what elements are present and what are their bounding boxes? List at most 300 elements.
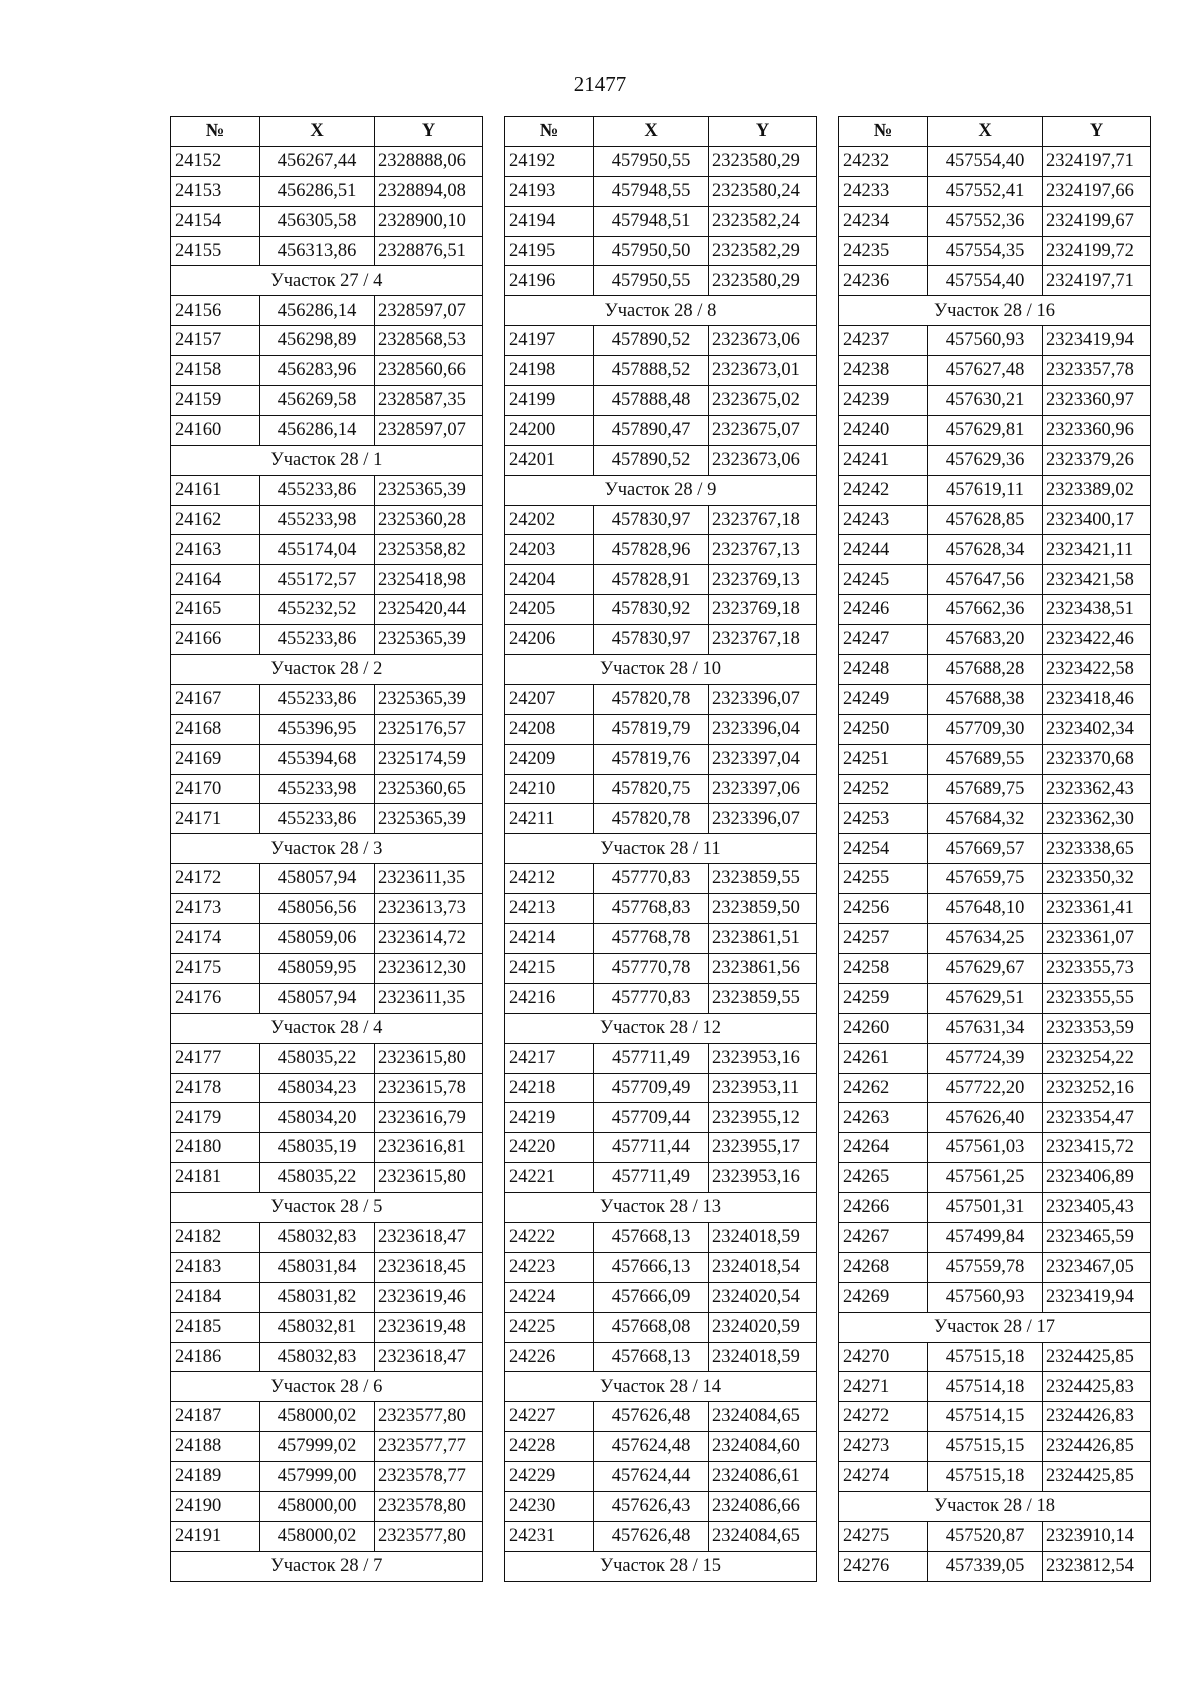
y-coordinate-cell: 2323577,77 [375, 1432, 483, 1462]
table-row [839, 1402, 1151, 1432]
x-coordinate-cell: 457722,20 [928, 1073, 1043, 1103]
x-coordinate-cell: 457554,35 [928, 236, 1043, 266]
section-title: Участок 28 / 10 [505, 655, 817, 685]
x-coordinate-cell: 457830,97 [594, 505, 709, 535]
y-coordinate-cell: 2323859,50 [709, 894, 817, 924]
y-coordinate-cell: 2323613,73 [375, 894, 483, 924]
x-coordinate-cell: 457711,49 [594, 1043, 709, 1073]
header-y: Y [709, 117, 817, 147]
point-number-cell: 24178 [171, 1073, 260, 1103]
point-number-cell: 24271 [839, 1372, 928, 1402]
x-coordinate-cell: 457890,52 [594, 326, 709, 356]
y-coordinate-cell: 2324020,54 [709, 1282, 817, 1312]
section-row [839, 1312, 1151, 1342]
y-coordinate-cell: 2323361,41 [1043, 894, 1151, 924]
point-number-cell: 24201 [505, 445, 594, 475]
y-coordinate-cell: 2323769,13 [709, 565, 817, 595]
y-coordinate-cell: 2323465,59 [1043, 1222, 1151, 1252]
x-coordinate-cell: 457554,40 [928, 146, 1043, 176]
table-row [505, 386, 817, 416]
table-row [839, 1013, 1151, 1043]
point-number-cell: 24194 [505, 206, 594, 236]
table-row [171, 1252, 483, 1282]
x-coordinate-cell: 458031,82 [260, 1282, 375, 1312]
x-coordinate-cell: 458059,06 [260, 924, 375, 954]
x-coordinate-cell: 457999,02 [260, 1432, 375, 1462]
table-row [171, 1462, 483, 1492]
table-row [839, 804, 1151, 834]
y-coordinate-cell: 2323673,01 [709, 356, 817, 386]
section-row [505, 475, 817, 505]
section-title: Участок 28 / 15 [505, 1551, 817, 1581]
point-number-cell: 24257 [839, 924, 928, 954]
table-row [839, 505, 1151, 535]
point-number-cell: 24203 [505, 535, 594, 565]
y-coordinate-cell: 2323910,14 [1043, 1521, 1151, 1551]
y-coordinate-cell: 2323618,47 [375, 1222, 483, 1252]
y-coordinate-cell: 2323396,07 [709, 684, 817, 714]
point-number-cell: 24192 [505, 146, 594, 176]
y-coordinate-cell: 2323861,51 [709, 924, 817, 954]
header-number: № [171, 117, 260, 147]
x-coordinate-cell: 457514,18 [928, 1372, 1043, 1402]
point-number-cell: 24223 [505, 1252, 594, 1282]
x-coordinate-cell: 455233,86 [260, 684, 375, 714]
table-row [839, 1222, 1151, 1252]
x-coordinate-cell: 457709,44 [594, 1103, 709, 1133]
y-coordinate-cell: 2323580,29 [709, 146, 817, 176]
x-coordinate-cell: 457999,00 [260, 1462, 375, 1492]
section-row [505, 1372, 817, 1402]
table-row [171, 953, 483, 983]
point-number-cell: 24267 [839, 1222, 928, 1252]
x-coordinate-cell: 458059,95 [260, 953, 375, 983]
y-coordinate-cell: 2324018,59 [709, 1222, 817, 1252]
y-coordinate-cell: 2323578,80 [375, 1491, 483, 1521]
table-row [839, 714, 1151, 744]
section-row [839, 296, 1151, 326]
point-number-cell: 24168 [171, 714, 260, 744]
x-coordinate-cell: 457668,13 [594, 1342, 709, 1372]
section-title: Участок 28 / 3 [171, 834, 483, 864]
y-coordinate-cell: 2324425,85 [1043, 1462, 1151, 1492]
table-row [171, 684, 483, 714]
y-coordinate-cell: 2323419,94 [1043, 1282, 1151, 1312]
x-coordinate-cell: 458032,83 [260, 1342, 375, 1372]
y-coordinate-cell: 2325420,44 [375, 595, 483, 625]
x-coordinate-cell: 457629,81 [928, 415, 1043, 445]
y-coordinate-cell: 2323675,07 [709, 415, 817, 445]
point-number-cell: 24221 [505, 1163, 594, 1193]
table-row [839, 595, 1151, 625]
point-number-cell: 24241 [839, 445, 928, 475]
y-coordinate-cell: 2325174,59 [375, 744, 483, 774]
x-coordinate-cell: 457624,44 [594, 1462, 709, 1492]
point-number-cell: 24255 [839, 864, 928, 894]
point-number-cell: 24247 [839, 625, 928, 655]
table-row [171, 744, 483, 774]
x-coordinate-cell: 457662,36 [928, 595, 1043, 625]
section-title: Участок 28 / 12 [505, 1013, 817, 1043]
point-number-cell: 24220 [505, 1133, 594, 1163]
y-coordinate-cell: 2323355,73 [1043, 953, 1151, 983]
x-coordinate-cell: 457659,75 [928, 864, 1043, 894]
point-number-cell: 24202 [505, 505, 594, 535]
x-coordinate-cell: 457948,55 [594, 176, 709, 206]
table-row [171, 296, 483, 326]
section-row [505, 834, 817, 864]
y-coordinate-cell: 2323675,02 [709, 386, 817, 416]
x-coordinate-cell: 457820,78 [594, 684, 709, 714]
x-coordinate-cell: 457629,36 [928, 445, 1043, 475]
table-row [505, 714, 817, 744]
table-row [839, 983, 1151, 1013]
table-row [505, 1402, 817, 1432]
point-number-cell: 24239 [839, 386, 928, 416]
point-number-cell: 24161 [171, 475, 260, 505]
y-coordinate-cell: 2323612,30 [375, 953, 483, 983]
table-row [839, 953, 1151, 983]
y-coordinate-cell: 2323953,16 [709, 1163, 817, 1193]
point-number-cell: 24222 [505, 1222, 594, 1252]
table-row [505, 176, 817, 206]
x-coordinate-cell: 457626,48 [594, 1402, 709, 1432]
point-number-cell: 24275 [839, 1521, 928, 1551]
table-row [171, 505, 483, 535]
table-row [171, 565, 483, 595]
section-title: Участок 28 / 2 [171, 655, 483, 685]
table-row [171, 894, 483, 924]
table-row [505, 804, 817, 834]
table-row [171, 1163, 483, 1193]
x-coordinate-cell: 455233,86 [260, 804, 375, 834]
point-number-cell: 24270 [839, 1342, 928, 1372]
y-coordinate-cell: 2325176,57 [375, 714, 483, 744]
y-coordinate-cell: 2323338,65 [1043, 834, 1151, 864]
table-row [839, 1043, 1151, 1073]
x-coordinate-cell: 457520,87 [928, 1521, 1043, 1551]
y-coordinate-cell: 2323812,54 [1043, 1551, 1151, 1581]
y-coordinate-cell: 2323379,26 [1043, 445, 1151, 475]
table-row [505, 953, 817, 983]
y-coordinate-cell: 2323421,11 [1043, 535, 1151, 565]
table-row [171, 146, 483, 176]
point-number-cell: 24226 [505, 1342, 594, 1372]
y-coordinate-cell: 2323254,22 [1043, 1043, 1151, 1073]
header-y: Y [375, 117, 483, 147]
y-coordinate-cell: 2323422,46 [1043, 625, 1151, 655]
y-coordinate-cell: 2328597,07 [375, 415, 483, 445]
table-row [171, 356, 483, 386]
table-row [505, 266, 817, 296]
point-number-cell: 24152 [171, 146, 260, 176]
header-x: X [928, 117, 1043, 147]
point-number-cell: 24173 [171, 894, 260, 924]
table-row [839, 1551, 1151, 1581]
point-number-cell: 24231 [505, 1521, 594, 1551]
y-coordinate-cell: 2323360,96 [1043, 415, 1151, 445]
point-number-cell: 24162 [171, 505, 260, 535]
table-row [839, 326, 1151, 356]
point-number-cell: 24206 [505, 625, 594, 655]
table-row [505, 505, 817, 535]
table-row [505, 236, 817, 266]
table-row [505, 864, 817, 894]
table-row [839, 1432, 1151, 1462]
x-coordinate-cell: 458035,22 [260, 1163, 375, 1193]
table-row [505, 535, 817, 565]
x-coordinate-cell: 457666,09 [594, 1282, 709, 1312]
table-row [505, 1312, 817, 1342]
point-number-cell: 24195 [505, 236, 594, 266]
x-coordinate-cell: 456286,51 [260, 176, 375, 206]
point-number-cell: 24224 [505, 1282, 594, 1312]
table-row [505, 894, 817, 924]
table-row [839, 206, 1151, 236]
y-coordinate-cell: 2323578,77 [375, 1462, 483, 1492]
y-coordinate-cell: 2323953,16 [709, 1043, 817, 1073]
table-row [839, 176, 1151, 206]
table-row [839, 1103, 1151, 1133]
x-coordinate-cell: 458034,20 [260, 1103, 375, 1133]
point-number-cell: 24260 [839, 1013, 928, 1043]
table-row [839, 356, 1151, 386]
x-coordinate-cell: 457634,25 [928, 924, 1043, 954]
y-coordinate-cell: 2325358,82 [375, 535, 483, 565]
x-coordinate-cell: 457819,76 [594, 744, 709, 774]
section-title: Участок 28 / 13 [505, 1193, 817, 1223]
y-coordinate-cell: 2325360,28 [375, 505, 483, 535]
y-coordinate-cell: 2323955,12 [709, 1103, 817, 1133]
x-coordinate-cell: 457768,83 [594, 894, 709, 924]
point-number-cell: 24163 [171, 535, 260, 565]
y-coordinate-cell: 2323360,97 [1043, 386, 1151, 416]
point-number-cell: 24249 [839, 684, 928, 714]
table-row [505, 1163, 817, 1193]
table-row [839, 655, 1151, 685]
x-coordinate-cell: 457626,40 [928, 1103, 1043, 1133]
table-row [839, 475, 1151, 505]
x-coordinate-cell: 457624,48 [594, 1432, 709, 1462]
point-number-cell: 24218 [505, 1073, 594, 1103]
y-coordinate-cell: 2323580,29 [709, 266, 817, 296]
table-row [171, 595, 483, 625]
y-coordinate-cell: 2323619,48 [375, 1312, 483, 1342]
table-row [171, 1402, 483, 1432]
x-coordinate-cell: 457770,78 [594, 953, 709, 983]
y-coordinate-cell: 2323615,78 [375, 1073, 483, 1103]
coordinates-table-1 [170, 116, 483, 1582]
table-row [505, 1342, 817, 1372]
point-number-cell: 24264 [839, 1133, 928, 1163]
table-row [171, 1043, 483, 1073]
table-row [505, 146, 817, 176]
x-coordinate-cell: 458000,02 [260, 1402, 375, 1432]
point-number-cell: 24174 [171, 924, 260, 954]
y-coordinate-cell: 2324018,59 [709, 1342, 817, 1372]
point-number-cell: 24190 [171, 1491, 260, 1521]
x-coordinate-cell: 457552,41 [928, 176, 1043, 206]
x-coordinate-cell: 457709,30 [928, 714, 1043, 744]
point-number-cell: 24156 [171, 296, 260, 326]
section-title: Участок 28 / 8 [505, 296, 817, 326]
table-row [171, 1073, 483, 1103]
x-coordinate-cell: 456283,96 [260, 356, 375, 386]
table-row [505, 1073, 817, 1103]
table-row [505, 983, 817, 1013]
section-row [171, 266, 483, 296]
point-number-cell: 24242 [839, 475, 928, 505]
table-row [839, 774, 1151, 804]
coordinates-table-3 [838, 116, 1151, 1582]
x-coordinate-cell: 457888,48 [594, 386, 709, 416]
point-number-cell: 24165 [171, 595, 260, 625]
y-coordinate-cell: 2323577,80 [375, 1402, 483, 1432]
y-coordinate-cell: 2323406,89 [1043, 1163, 1151, 1193]
table-row [505, 744, 817, 774]
section-row [171, 1551, 483, 1581]
point-number-cell: 24158 [171, 356, 260, 386]
table-header-row [839, 117, 1151, 147]
point-number-cell: 24214 [505, 924, 594, 954]
point-number-cell: 24240 [839, 415, 928, 445]
y-coordinate-cell: 2324084,65 [709, 1402, 817, 1432]
x-coordinate-cell: 457820,75 [594, 774, 709, 804]
point-number-cell: 24248 [839, 655, 928, 685]
table-row [505, 1282, 817, 1312]
x-coordinate-cell: 457683,20 [928, 625, 1043, 655]
x-coordinate-cell: 455233,98 [260, 774, 375, 804]
point-number-cell: 24189 [171, 1462, 260, 1492]
x-coordinate-cell: 458031,84 [260, 1252, 375, 1282]
y-coordinate-cell: 2328888,06 [375, 146, 483, 176]
y-coordinate-cell: 2323859,55 [709, 864, 817, 894]
y-coordinate-cell: 2324426,85 [1043, 1432, 1151, 1462]
point-number-cell: 24273 [839, 1432, 928, 1462]
section-row [505, 1551, 817, 1581]
y-coordinate-cell: 2323467,05 [1043, 1252, 1151, 1282]
x-coordinate-cell: 457689,55 [928, 744, 1043, 774]
table-row [839, 1193, 1151, 1223]
y-coordinate-cell: 2323405,43 [1043, 1193, 1151, 1223]
table-row [171, 1282, 483, 1312]
x-coordinate-cell: 457689,75 [928, 774, 1043, 804]
section-row [505, 1193, 817, 1223]
point-number-cell: 24266 [839, 1193, 928, 1223]
table-row [839, 744, 1151, 774]
y-coordinate-cell: 2328568,53 [375, 326, 483, 356]
x-coordinate-cell: 455172,57 [260, 565, 375, 595]
y-coordinate-cell: 2323767,13 [709, 535, 817, 565]
point-number-cell: 24155 [171, 236, 260, 266]
x-coordinate-cell: 458057,94 [260, 864, 375, 894]
table-row [839, 1521, 1151, 1551]
y-coordinate-cell: 2323582,29 [709, 236, 817, 266]
point-number-cell: 24230 [505, 1491, 594, 1521]
point-number-cell: 24263 [839, 1103, 928, 1133]
y-coordinate-cell: 2328894,08 [375, 176, 483, 206]
point-number-cell: 24186 [171, 1342, 260, 1372]
table-row [171, 774, 483, 804]
x-coordinate-cell: 457890,47 [594, 415, 709, 445]
y-coordinate-cell: 2323580,24 [709, 176, 817, 206]
point-number-cell: 24171 [171, 804, 260, 834]
y-coordinate-cell: 2324086,66 [709, 1491, 817, 1521]
point-number-cell: 24227 [505, 1402, 594, 1432]
x-coordinate-cell: 457630,21 [928, 386, 1043, 416]
point-number-cell: 24176 [171, 983, 260, 1013]
section-title: Участок 28 / 5 [171, 1193, 483, 1223]
point-number-cell: 24265 [839, 1163, 928, 1193]
x-coordinate-cell: 457514,15 [928, 1402, 1043, 1432]
table-row [171, 625, 483, 655]
section-title: Участок 28 / 14 [505, 1372, 817, 1402]
section-row [171, 445, 483, 475]
table-row [839, 266, 1151, 296]
table-row [171, 1342, 483, 1372]
y-coordinate-cell: 2325360,65 [375, 774, 483, 804]
y-coordinate-cell: 2324084,65 [709, 1521, 817, 1551]
page-number: 21477 [573, 72, 627, 96]
section-row [505, 296, 817, 326]
y-coordinate-cell: 2323619,46 [375, 1282, 483, 1312]
y-coordinate-cell: 2323422,58 [1043, 655, 1151, 685]
table-row [505, 684, 817, 714]
point-number-cell: 24181 [171, 1163, 260, 1193]
y-coordinate-cell: 2323370,68 [1043, 744, 1151, 774]
x-coordinate-cell: 457890,52 [594, 445, 709, 475]
x-coordinate-cell: 458057,94 [260, 983, 375, 1013]
x-coordinate-cell: 457830,97 [594, 625, 709, 655]
point-number-cell: 24238 [839, 356, 928, 386]
point-number-cell: 24256 [839, 894, 928, 924]
x-coordinate-cell: 457684,32 [928, 804, 1043, 834]
y-coordinate-cell: 2323615,80 [375, 1043, 483, 1073]
x-coordinate-cell: 457560,93 [928, 1282, 1043, 1312]
x-coordinate-cell: 457724,39 [928, 1043, 1043, 1073]
x-coordinate-cell: 457628,34 [928, 535, 1043, 565]
section-row [505, 655, 817, 685]
point-number-cell: 24252 [839, 774, 928, 804]
table-row [839, 386, 1151, 416]
x-coordinate-cell: 458032,83 [260, 1222, 375, 1252]
x-coordinate-cell: 455233,98 [260, 505, 375, 535]
header-number: № [839, 117, 928, 147]
point-number-cell: 24169 [171, 744, 260, 774]
x-coordinate-cell: 456298,89 [260, 326, 375, 356]
y-coordinate-cell: 2323418,46 [1043, 684, 1151, 714]
y-coordinate-cell: 2323616,81 [375, 1133, 483, 1163]
point-number-cell: 24180 [171, 1133, 260, 1163]
point-number-cell: 24268 [839, 1252, 928, 1282]
x-coordinate-cell: 457631,34 [928, 1013, 1043, 1043]
header-x: X [594, 117, 709, 147]
point-number-cell: 24235 [839, 236, 928, 266]
y-coordinate-cell: 2325365,39 [375, 625, 483, 655]
y-coordinate-cell: 2323955,17 [709, 1133, 817, 1163]
x-coordinate-cell: 457888,52 [594, 356, 709, 386]
x-coordinate-cell: 457647,56 [928, 565, 1043, 595]
section-title: Участок 28 / 11 [505, 834, 817, 864]
section-row [171, 834, 483, 864]
section-row [839, 1491, 1151, 1521]
table-row [505, 565, 817, 595]
y-coordinate-cell: 2324197,71 [1043, 146, 1151, 176]
section-row [171, 1372, 483, 1402]
x-coordinate-cell: 457515,15 [928, 1432, 1043, 1462]
table-row [505, 1222, 817, 1252]
x-coordinate-cell: 457627,48 [928, 356, 1043, 386]
